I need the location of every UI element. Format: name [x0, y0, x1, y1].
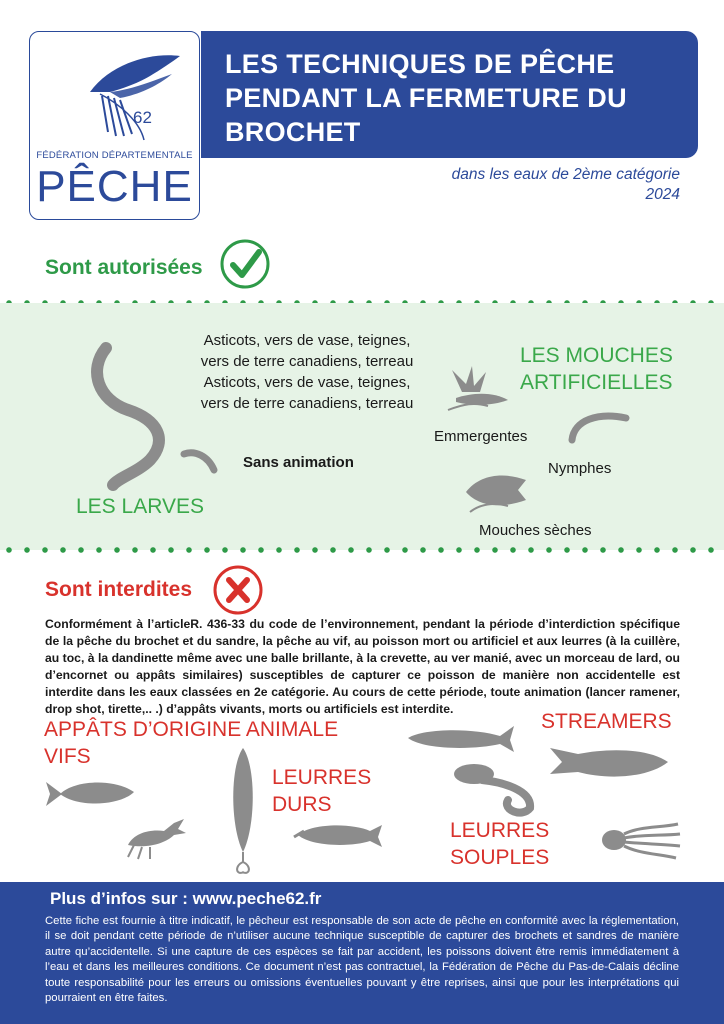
octopus-lure-icon — [600, 820, 682, 862]
leurres-durs-label — [272, 764, 371, 818]
subtitle-text: dans les eaux de 2ème catégorie — [451, 166, 680, 183]
soft-grub-icon — [452, 760, 538, 820]
fish-logo-icon — [80, 44, 190, 144]
forbidden-title: Sont interdites — [45, 578, 193, 601]
leurres-souples-line1: LEURRES — [450, 819, 550, 842]
logo-number: 62 — [133, 108, 152, 127]
allowed-title: Sont autorisées — [45, 256, 203, 279]
no-animation-note: Sans animation — [243, 454, 354, 471]
nymphes-label: Nymphes — [548, 460, 612, 477]
check-icon — [219, 238, 271, 290]
cross-icon — [212, 564, 264, 616]
mouches-label — [520, 342, 673, 396]
mouches-label-line2: ARTIFICIELLES — [520, 371, 673, 394]
title-line-3: BROCHET — [225, 117, 361, 147]
leurres-souples-line2: SOUPLES — [450, 846, 550, 869]
mouches-label-line1: LES MOUCHES — [520, 344, 673, 367]
mouches-seches-label: Mouches sèches — [479, 522, 592, 539]
footer-title[interactable]: Plus d’infos sur : www.peche62.fr — [50, 889, 322, 908]
year: 2024 — [645, 186, 680, 203]
streamer-icon — [548, 744, 672, 784]
title-line-1: LES TECHNIQUES DE PÊCHE — [225, 49, 615, 79]
spoon-lure-icon — [226, 746, 260, 878]
logo-federation: FÉDÉRATION DÉPARTEMENTALE — [36, 150, 193, 161]
small-worm-icon — [180, 446, 220, 476]
title-banner — [201, 31, 698, 158]
worm-icon — [88, 340, 188, 490]
title-line-2: PENDANT LA FERMETURE DU — [225, 83, 627, 113]
leurres-durs-line2: DURS — [272, 793, 332, 816]
emergent-fly-icon — [444, 362, 514, 422]
soft-shad-icon — [404, 724, 516, 754]
leurres-durs-line1: LEURRES — [272, 766, 372, 789]
vifs-label: VIFS — [44, 745, 91, 768]
divider-bottom — [0, 546, 724, 554]
crayfish-icon — [120, 815, 188, 861]
streamers-label: STREAMERS — [541, 710, 672, 733]
subtitle — [350, 165, 680, 205]
logo-name: PÊCHE — [36, 162, 193, 211]
nymph-icon — [568, 410, 632, 446]
hard-lure-icon — [292, 815, 386, 855]
larves-label: LES LARVES — [76, 495, 205, 518]
disclaimer-text: Cette fiche est fournie à titre indicatif, le pêcheur est responsable de son acte de pêche en conformité avec la réglementation, il se doit pendant cette période de n’utiliser aucune technique susceptible de capturer des brochets et sandres de manière autre qu’accidentelle. Si une capture de ces espèces se fait par accident, les poissons doivent être remis immédiatement à l’eau et dans les meilleures conditions. Ce document n’est pas contractuel, la Fédération de Pêche du Pas-de-Calais décline toute responsabilité pour les erreurs ou omissions éventuelles pouvant y être reprises, ainsi que pour les interprétations qui pourraient en être faites. — [45, 915, 679, 1005]
regulation-text: Conformément à l’articleR. 436-33 du code de l’environnement, pendant la période d’interdiction spécifique de la pêche du brochet et du sandre, la pêche au vif, au poisson mort ou artificiel et aux leurres (à la cuillère, au toc, à la dandinette même avec une balle brillante, à la crevette, au ver manié, avec un morceau de lard, ou d’encornet ou appâts similaires) susceptibles de capturer ce poisson de manière non accidentelle est interdite dans les eaux classées en 2e catégorie. Au cours de cette période, toute animation (lancer ramener, drop shot, tirette,.. .) d’appâts vivants, morts ou artificiels est interdite. — [45, 617, 680, 716]
live-fish-icon — [44, 776, 136, 812]
leurres-souples-label — [450, 817, 549, 871]
larves-description: Asticots, vers de vase, teignes, vers de terre canadiens, terreau Asticots, vers de vase, teignes, vers de terre canadiens, terreau — [200, 332, 414, 412]
emmergentes-label: Emmergentes — [434, 428, 528, 445]
appats-label: APPÂTS D’ORIGINE ANIMALE — [44, 718, 339, 741]
dry-fly-icon — [460, 468, 530, 518]
